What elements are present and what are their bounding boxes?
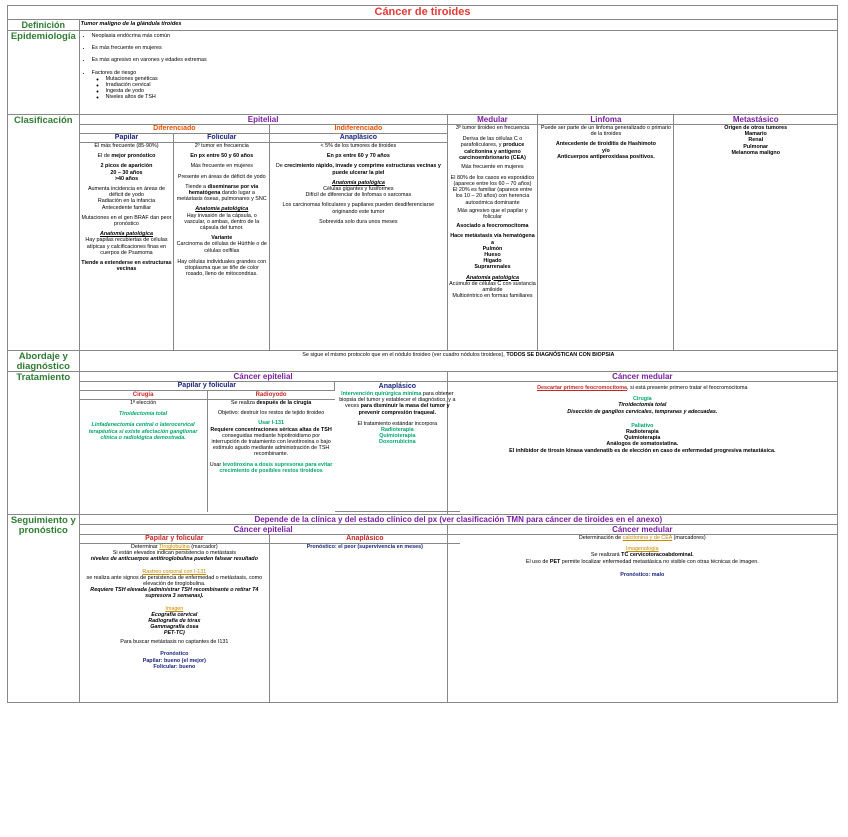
text-line: Hay células individuales grandes con citoplasma que se tiñe de color rosado, lleno de mitocondrias. xyxy=(177,258,267,278)
text-line: Cirugía xyxy=(633,396,652,403)
trat-cirugia-header: Cirugía xyxy=(80,391,208,400)
text-line: El tratamiento estándar incorpora xyxy=(357,420,438,427)
text-line xyxy=(448,385,837,391)
text-line: Folicular: bueno xyxy=(153,663,196,670)
text-span: levotiroxina a dosis supresoras para evitar crecimiento de posibles restos tiroideos xyxy=(219,461,333,474)
text-line: 3º tumor tiroideo en frecuencia xyxy=(455,125,530,131)
page-title: Cáncer de tiroides xyxy=(8,6,838,20)
clas-linfoma-content xyxy=(538,125,674,351)
text-span: dando lugar a metástasis óseas, pulmonares y SNC xyxy=(176,190,267,203)
clas-linfoma-header: Linfoma xyxy=(538,115,674,125)
summary-table xyxy=(7,5,838,703)
text-line: Variante xyxy=(211,235,233,242)
text-span: TODOS SE DIAGNÓSTICAN CON BIOPSIA xyxy=(506,352,615,358)
text-line: En px entre 60 y 70 años xyxy=(326,153,390,160)
clas-metastasico-content xyxy=(674,125,838,351)
text-line xyxy=(81,153,173,159)
text-line: Análogos de somatostatina. xyxy=(606,441,679,448)
text-line: El 20% es familiar (aparece entre los 10 – 20 años) con herencia autosómica dominante xyxy=(452,187,533,206)
text-line: Células gigantes y fusiformes xyxy=(323,186,394,193)
trat-epitelial-header: Cáncer epitelial xyxy=(80,372,447,382)
clas-anaplasico-content xyxy=(270,143,447,351)
text-span: Usar xyxy=(209,461,223,468)
text-line: Tiroidectomía total xyxy=(119,411,168,418)
section-seguimiento: Seguimiento y pronóstico xyxy=(8,515,80,703)
text-line: Linfadenectomía central o laterocervical terapéutica si existe afectación ganglionar clínica o radiológica demostrada. xyxy=(88,422,198,441)
text-line: Anatomía patológica xyxy=(331,179,385,186)
text-span: Intervención quirúrgica mínima xyxy=(341,391,422,397)
trat-radioyodo-header: Radioyodo xyxy=(207,391,335,400)
text-line xyxy=(271,163,445,175)
trat-cirugia-content xyxy=(80,400,208,512)
seg-header: Depende de la clínica y del estado clínico del px (ver clasificación TMN para cáncer de tiroides en el anexo) xyxy=(79,515,837,525)
section-definicion: Definición xyxy=(8,20,80,31)
factores-label: Factores de riesgo xyxy=(91,69,137,76)
section-clasificacion: Clasificación xyxy=(8,115,80,351)
text-span: El uso de xyxy=(525,558,550,565)
trat-pf-table xyxy=(80,391,335,512)
abordaje-text xyxy=(79,351,837,372)
text-span: El de xyxy=(97,153,112,160)
text-line: Requiere TSH elevada (administrar TSH recombinante o retirar T4 supresora 3 semanas). xyxy=(90,587,259,600)
text-span: diseminarse por vía hematógena xyxy=(188,183,259,197)
section-abordaje: Abordaje y diagnóstico xyxy=(8,351,80,372)
text-line: Más agresivo que el papilar y folicular xyxy=(457,208,528,221)
text-line xyxy=(209,400,334,406)
text-line: Suprarrenales xyxy=(474,264,511,271)
text-line: Difícil de diferenciar de linfomas o sarcomas xyxy=(305,192,412,199)
clas-medular-content xyxy=(447,125,538,351)
list-item: • Es más frecuente en mujeres xyxy=(92,45,836,51)
text-span: para disminuir la masa del tumor y prevenir compresión traqueal. xyxy=(358,403,450,416)
text-span: conseguidas mediante hipotiroidismo por interrupción de tratamiento con levotiroxina o bajo estímulo agudo mediante administración de TSH recombinante. xyxy=(211,432,331,458)
seg-anaplasico-content: Pronóstico: el peor (supervivencia en meses) xyxy=(306,544,423,550)
trat-epitelial-table xyxy=(80,382,460,512)
list-item: • Es más agresivo en varones y edades extremas xyxy=(92,57,836,63)
trat-pf-header: Papilar y folicular xyxy=(80,382,335,391)
text-span: después de la cirugía xyxy=(256,400,312,406)
text-span: mejor pronóstico xyxy=(111,153,156,160)
text-span: Se realiza xyxy=(230,400,257,406)
seg-pf-content xyxy=(80,544,270,702)
text-line: Imagenología xyxy=(625,546,659,553)
text-span: (marcador) xyxy=(189,544,218,550)
text-line: Renal xyxy=(748,137,764,144)
text-line: Más frecuente en mujeres xyxy=(190,163,253,170)
list-item: ◦ Ingesta de yodo xyxy=(106,88,836,94)
text-line xyxy=(209,462,334,474)
clas-metastasico-header: Metastásico xyxy=(674,115,838,125)
text-line: Hay papilas recubiertas de células atípicas y calcificaciones finas en cuerpos de Psamoma xyxy=(85,237,168,256)
text-line xyxy=(175,184,268,203)
text-line xyxy=(449,136,537,161)
text-line: Mutaciones en el gen BRAF dan peor pronóstico xyxy=(81,214,172,228)
text-line xyxy=(448,535,837,541)
text-line: Disección de ganglios cervicales, tempranas y adecuadas. xyxy=(567,408,718,415)
text-line: El 80% de los casos es esporádico (aparece entre los 60 – 70 años) xyxy=(450,174,535,187)
trat-pf-cell xyxy=(80,391,335,512)
text-line: Radioterapia xyxy=(625,429,659,436)
text-line: y/o xyxy=(602,147,610,154)
text-line: Usar I-131 xyxy=(258,420,284,427)
text-span: permite localizar enfermedad metastásica no visible con otras técnicas de imagen. xyxy=(560,558,759,565)
text-line: Antecedente familiar xyxy=(101,204,152,211)
text-line: Antecedente de tiroiditis de Hashimoto xyxy=(555,141,656,148)
text-line: Rastreo corporal con I-131 xyxy=(142,568,207,575)
trat-anaplasico-content xyxy=(335,382,460,512)
text-line: Para buscar metástasis no captantes de I131 xyxy=(120,639,229,646)
text-line: Radiografía de tórax xyxy=(148,618,201,625)
text-line: Pulmón xyxy=(482,245,503,252)
text-line: Anticuerpos antiperoxidasa positivos. xyxy=(557,153,655,160)
epidemiologia-list xyxy=(81,33,836,101)
text-span: Determinar xyxy=(131,544,160,550)
text-span: Tiende a xyxy=(185,183,208,190)
seg-anaplasico-header: Anaplásico xyxy=(270,535,460,544)
text-span: Se sigue el mismo protocolo que en el nódulo tiroideo (ver cuadro nódulos tiroideos), xyxy=(302,352,507,358)
text-line: Presente en áreas de déficit de yodo xyxy=(177,173,266,180)
text-line xyxy=(336,391,459,416)
section-epidemiologia: Epidemiología xyxy=(8,31,80,115)
text-line: >40 años xyxy=(114,175,139,182)
text-line: Radioterapia xyxy=(381,427,414,434)
text-line: Ecografía cervical xyxy=(151,611,198,618)
list-item: • Neoplasia endócrina más común xyxy=(92,33,836,39)
trat-epitelial-block xyxy=(79,372,456,515)
text-line: Anatomía patológica xyxy=(99,231,153,238)
text-span: , si está presente primero tratar el feocromocitoma xyxy=(627,385,748,391)
text-line: Hace metástasis vía hematógena a xyxy=(450,233,535,246)
text-span: PET xyxy=(549,558,561,565)
text-line: Pronóstico xyxy=(160,651,189,658)
text-line: 20 – 30 años xyxy=(110,169,143,176)
text-span: calcitonina y de CEA xyxy=(622,535,673,541)
trat-medular-header: Cáncer medular xyxy=(448,372,837,382)
seg-epitelial-table xyxy=(80,535,460,702)
clas-medular-header: Medular xyxy=(447,115,538,125)
text-line: Asociado a feocromocitoma xyxy=(456,223,529,230)
text-span: Tiroglobulina xyxy=(159,544,190,550)
text-line: Sobrevida solo dura unos meses xyxy=(319,218,398,225)
text-line: < 5% de los tumores de tiroides xyxy=(320,143,397,149)
text-line: Pronóstico: malo xyxy=(620,571,665,578)
text-span: crecimiento rápido, invade y comprime estructuras vecinas y puede ulcerar la piel xyxy=(284,163,441,176)
text-line: Gammagrafía ósea xyxy=(150,624,199,631)
text-span: produce calcitonina y antígeno carcinoembrionario (CEA) xyxy=(459,142,526,161)
clas-indiferenciado-header: Indiferenciado xyxy=(270,125,447,134)
seg-medular-header: Cáncer medular xyxy=(448,525,837,535)
seg-epitelial-block xyxy=(79,525,447,703)
text-line: Más frecuente en mujeres xyxy=(461,163,524,170)
clas-diferenciado-header: Diferenciado xyxy=(79,125,270,134)
text-line: Quimioterapia xyxy=(379,433,416,440)
trat-radioyodo-content xyxy=(207,400,335,512)
text-line: En px entre 50 y 60 años xyxy=(190,153,254,160)
text-line: Pulmonar xyxy=(743,143,769,150)
section-tratamiento: Tratamiento xyxy=(8,372,80,515)
text-line: Hueso xyxy=(484,251,501,258)
text-span: Se realizará xyxy=(590,552,622,559)
clas-anaplasico-header: Anaplásico xyxy=(270,134,447,143)
seg-epitelial-header: Cáncer epitelial xyxy=(80,525,447,535)
text-line: Acúmulo de células C con sustancia amiloide xyxy=(449,280,536,293)
text-line: Doxorrubicina xyxy=(379,439,416,446)
text-line: 1ª elección xyxy=(129,400,157,406)
text-line: Paliativo xyxy=(631,422,654,429)
text-line: Mamario xyxy=(744,131,767,138)
text-line: Carcinoma de células de Hürthle o de células oxífilas xyxy=(176,241,267,254)
text-span: Determinación de xyxy=(578,535,623,541)
text-line: Anatomía patológica xyxy=(195,206,249,213)
epidemiologia-content xyxy=(79,31,837,115)
text-line: Radiación en la infancia xyxy=(97,198,156,205)
list-item: ◦ Mutaciones genéticas xyxy=(106,76,836,82)
text-line: 2 picos de aparición xyxy=(100,163,153,170)
text-line: Tiroidectomía total xyxy=(618,402,667,409)
clas-epitelial-header: Epitelial xyxy=(79,115,447,125)
text-span: (marcadores) xyxy=(672,535,706,541)
text-span: para obtener biopsia del tumor y establecer el diagnóstico, y a veces xyxy=(339,391,456,410)
text-line: se realiza ante signos de persistencia de enfermedad o metástasis, como elevación de tiroglobulina. xyxy=(86,574,263,588)
text-span: Descartar primero feocromocitoma xyxy=(537,385,627,391)
clas-papilar-content xyxy=(79,143,174,351)
text-line: Multicéntrico en formas familiares xyxy=(452,293,533,300)
text-line: Tiende a extenderse en estructuras vecinas xyxy=(81,260,172,273)
text-line: Los carcinomas foliculares y papilares pueden desdiferenciarse originando este tumor xyxy=(282,202,435,215)
text-line xyxy=(448,559,837,565)
text-line: niveles de anticuerpos antitiroglobulina pueden falsear resultado xyxy=(90,556,258,563)
list-item xyxy=(92,70,836,101)
definicion-text: Tumor maligno de la glándula tiroides xyxy=(79,20,837,31)
text-line: El inhibidor de tirosin kinasa vandenatib es de elección en caso de enfermedad progresiva metastásica. xyxy=(509,447,776,454)
text-line: Quimioterapia xyxy=(624,435,661,442)
text-line: Aumenta incidencia en áreas de déficit de yodo xyxy=(87,186,165,199)
list-item: ◦ Niveles altos de TSH xyxy=(106,94,836,100)
text-line: Anatomía patológica xyxy=(465,274,519,281)
trat-anaplasico-header: Anaplásico xyxy=(378,383,416,390)
text-line: Papilar: bueno (el mejor) xyxy=(142,657,206,664)
seg-pf-header: Papilar y folicular xyxy=(80,535,270,544)
text-span: Deriva de las células C o parafoliculares, y xyxy=(460,136,523,149)
clas-folicular-header: Folicular xyxy=(174,134,270,143)
text-line: PET-TC) xyxy=(163,630,185,637)
text-line: Si están elevados indican persistencia o metástasis xyxy=(112,550,236,557)
text-line: 2º tumor en frecuencia xyxy=(194,143,249,149)
text-line xyxy=(209,427,334,458)
clas-papilar-header: Papilar xyxy=(79,134,174,143)
text-line: Puede ser parte de un linfoma generalizado o primario de la tiroides xyxy=(540,125,671,138)
text-span: De xyxy=(275,163,285,170)
text-line: Hay invasión de la cápsula, o vascular, o ambas, dentro de la cápsula del tumor. xyxy=(184,212,260,232)
text-line: Objetivo: destruir los restos de tejido tiroideo xyxy=(217,410,325,417)
text-line: Imagen xyxy=(165,605,184,612)
text-span: TC cervicotoracoabdominal. xyxy=(621,552,694,559)
text-line: El más frecuente (85-90%) xyxy=(94,143,159,149)
text-line: Melanoma maligno xyxy=(731,149,780,156)
trat-medular-block xyxy=(447,372,837,515)
text-line: Hígado xyxy=(483,258,502,265)
seg-medular-block xyxy=(447,525,837,703)
list-item: ◦ Irradiación cervical xyxy=(106,82,836,88)
text-span: Requiere concentraciones séricas altas de TSH xyxy=(210,426,332,433)
text-line: Origen de otros tumores xyxy=(724,125,788,131)
factores-list xyxy=(92,76,836,101)
clas-folicular-content xyxy=(174,143,270,351)
